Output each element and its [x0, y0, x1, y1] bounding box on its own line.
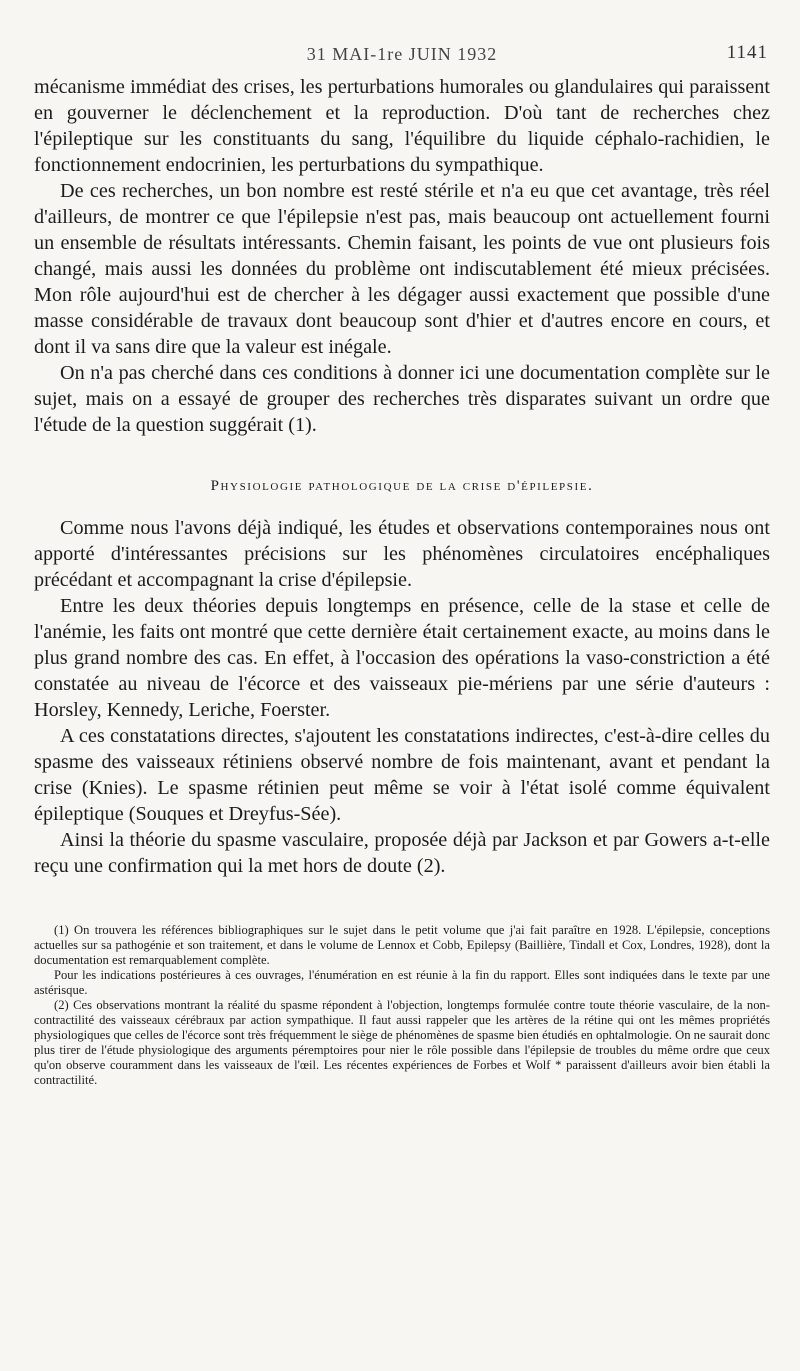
footnote: (2) Ces observations montrant la réalité du spasme répondent à l'objection, longtemps formulée contre toute théorie vasculaire, de la non-contractilité des vaisseaux cérébraux par action sympathique. Il faut aussi rappeler que les artères de la rétine qui ont les mêmes propriétés physiologiques que celles de l'écorce sont très fréquemment le siège de phénomènes de spasme bien étudiés en ophtalmologie. On ne saurait donc plus tirer de l'étude physiologique des arguments péremptoires pour nier le rôle possible dans l'épilepsie de troubles du même ordre que ceux qu'on observe couramment dans les vaisseaux de l'œil. Les récentes expériences de Forbes et Wolf * paraissent d'ailleurs avoir bien établi la contractilité. — [34, 998, 770, 1087]
paragraph: De ces recherches, un bon nombre est resté stérile et n'a eu que cet avantage, très réel d'ailleurs, de montrer ce que l'épilepsie n'est pas, mais beaucoup ont actuellement fourni un ensemble de résultats intéressants. Chemin faisant, les points de vue ont plusieurs fois changé, mais aussi les données du problème ont indiscutablement été mieux précisées. Mon rôle aujourd'hui est de chercher à les dégager aussi exactement que possible d'une masse considérable de travaux dont beaucoup sont d'hier et d'autres encore en cours, et dont il va sans dire que la valeur est inégale. — [34, 180, 770, 358]
header-date: 31 MAI-1re JUIN 1932 — [306, 44, 498, 64]
section-heading: Physiologie pathologique de la crise d'épilepsie. — [210, 478, 594, 494]
main-text — [34, 74, 770, 879]
paragraph: On n'a pas cherché dans ces conditions à donner ici une documentation complète sur le sujet, mais on a essayé de grouper des recherches très disparates suivant un ordre que l'étude de la question suggérait (1). — [34, 362, 770, 436]
footnote: (1) On trouvera les références bibliographiques sur le sujet dans le petit volume que j'ai fait paraître en 1928. L'épilepsie, conceptions actuelles sur sa pathogénie et son traitement, et dans le volume de Lennox et Cobb, Epilepsy (Baillière, Tindall et Cox, Londres, 1928), dont la documentation est remarquablement complète. — [34, 923, 770, 967]
paragraph: Ainsi la théorie du spasme vasculaire, proposée déjà par Jackson et par Gowers a-t-elle reçu une confirmation qui la met hors de doute (2). — [34, 829, 770, 877]
running-header — [34, 40, 770, 74]
footnotes — [34, 923, 770, 1088]
page — [34, 40, 770, 1088]
paragraph: mécanisme immédiat des crises, les perturbations humorales ou glandulaires qui paraissent en gouverner le déclenchement et la reproduction. D'où tant de recherches chez l'épileptique sur les constituants du sang, l'équilibre du liquide céphalo-rachidien, le fonctionnement endocrinien, les perturbations du sympathique. — [34, 76, 770, 176]
paragraph: A ces constatations directes, s'ajoutent les constatations indirectes, c'est-à-dire celles du spasme des vaisseaux rétiniens observé nombre de fois maintenant, avant et pendant la crise (Knies). Le spasme rétinien peut même se voir à l'état isolé comme équivalent épileptique (Souques et Dreyfus-Sée). — [34, 725, 770, 825]
paragraph: Entre les deux théories depuis longtemps en présence, celle de la stase et celle de l'anémie, les faits ont montré que cette dernière était certainement exacte, au moins dans le plus grand nombre des cas. En effet, à l'occasion des opérations la vaso-constriction a été constatée au niveau de l'écorce et des vaisseaux pie-mériens par une série d'auteurs : Horsley, Kennedy, Leriche, Foerster. — [34, 595, 770, 721]
page-number: 1141 — [726, 42, 768, 63]
paragraph: Comme nous l'avons déjà indiqué, les études et observations contemporaines nous ont apporté d'intéressantes précisions sur les phénomènes circulatoires encéphaliques précédant et accompagnant la crise d'épilepsie. — [34, 517, 770, 591]
footnote: Pour les indications postérieures à ces ouvrages, l'énumération en est réunie à la fin du rapport. Elles sont indiquées dans le texte par une astérisque. — [34, 968, 770, 997]
